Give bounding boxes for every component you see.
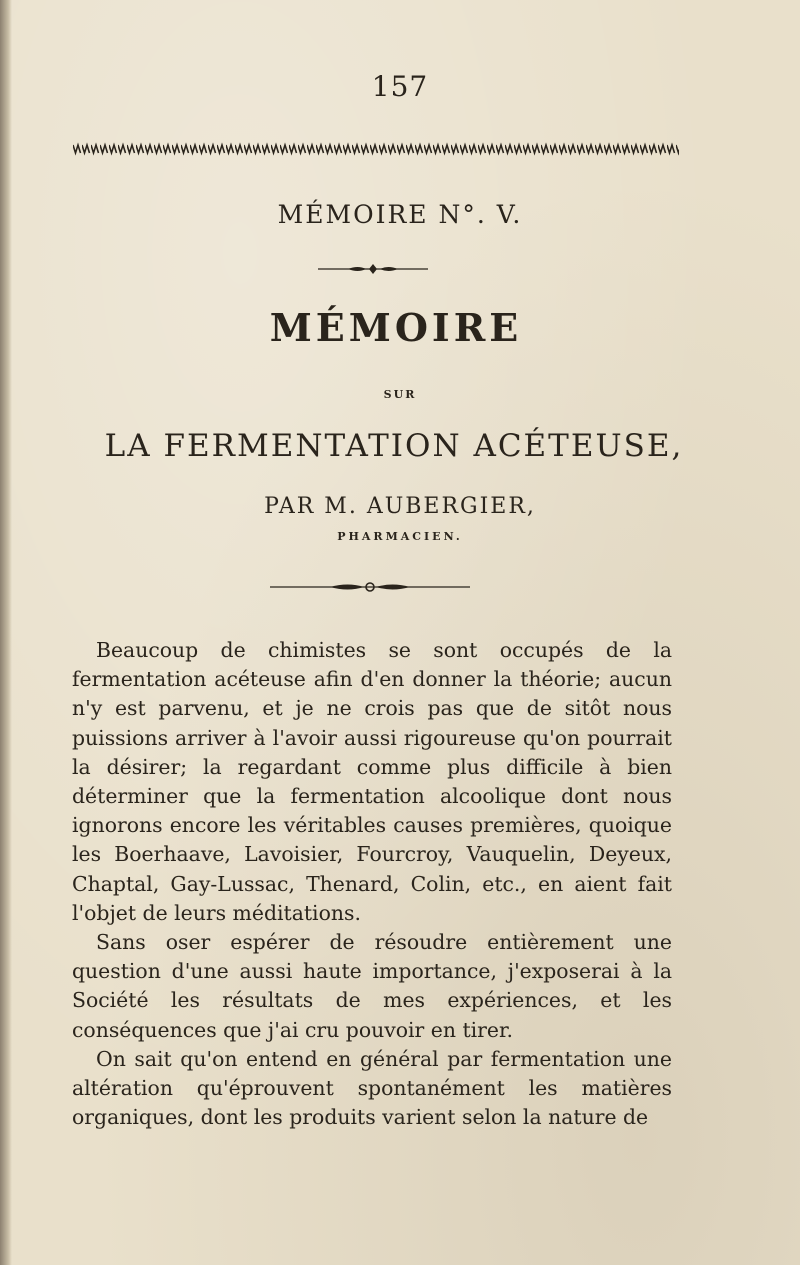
- ornamental-border: [73, 142, 679, 156]
- binding-edge: [0, 0, 12, 1265]
- ornamental-divider: [318, 262, 428, 276]
- paragraph: On sait qu'on entend en général par fermentation une altération qu'éprouvent spontanément les matières organiques, dont les produits varient selon la nature de: [72, 1046, 672, 1130]
- page-number: 157: [371, 70, 429, 103]
- author-profession: PHARMACIEN.: [337, 530, 463, 543]
- author-line: PAR M. AUBERGIER,: [264, 494, 536, 519]
- title-memoire: MÉMOIRE: [269, 305, 523, 350]
- title-subject: LA FERMENTATION ACÉTEUSE,: [104, 428, 684, 464]
- paragraph: Beaucoup de chimistes se sont occupés de la fermentation acéteuse afin d'en donner la théorie; aucun n'y est parvenu, et je ne crois pas que de sitôt nous puissions arriver à l'avoir aussi rigoureuse qu'on pourrait la désirer; la regardant comme plus difficile à bien déterminer que la fermentation alcoolique dont nous ignorons encore les véritables causes premières, quoique les Boerhaave, Lavoisier, Fourcroy, Vauquelin, Deyeux, Chaptal, Gay-Lussac, Thenard, Colin, etc., en aient fait l'objet de leurs méditations.: [72, 638, 672, 925]
- body-text: [72, 636, 672, 1132]
- title-preposition: SUR: [383, 388, 417, 401]
- memoire-number: MÉMOIRE N°. V.: [277, 200, 523, 229]
- paragraph: Sans oser espérer de résoudre entièrement une question d'une aussi haute importance, j'exposerai à la Société les résultats de mes expériences, et les conséquences que j'ai cru pouvoir en tirer.: [72, 930, 672, 1042]
- ornamental-divider-2: [270, 580, 470, 594]
